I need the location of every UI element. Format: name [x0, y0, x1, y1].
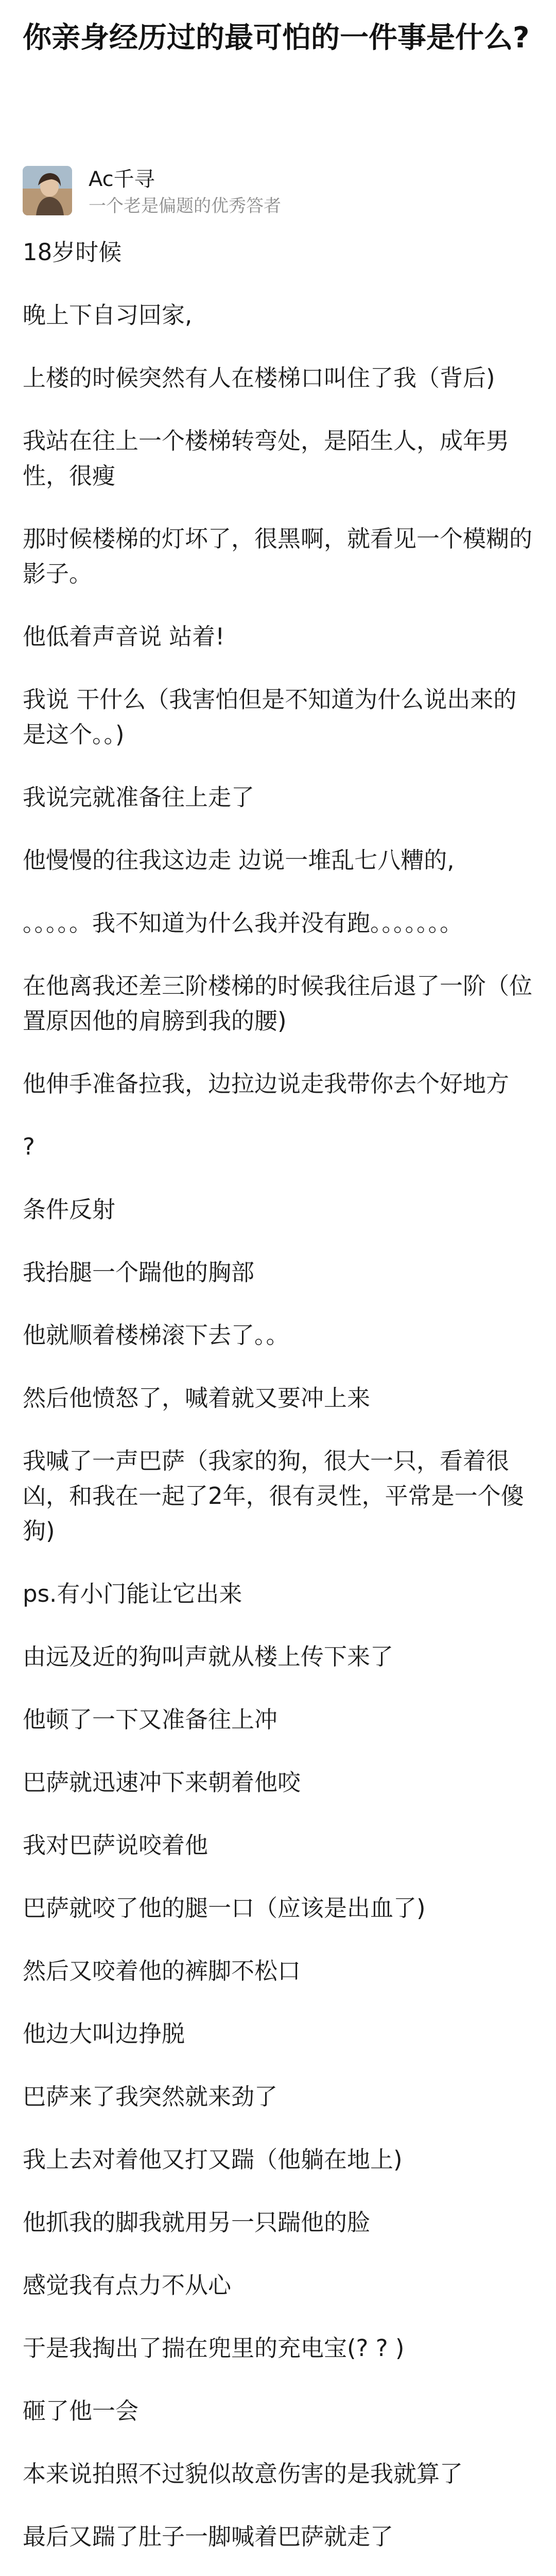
question-title[interactable]: 你亲身经历过的最可怕的一件事是什么?: [23, 21, 530, 55]
answer-paragraph: 晚上下自习回家,: [23, 301, 193, 329]
answer-paragraph: 他顿了一下又准备往上冲: [23, 1706, 278, 1733]
answer-paragraph: ps.有小门能让它出来: [23, 1580, 242, 1607]
answer-paragraph: 条件反射: [23, 1196, 116, 1223]
author-name[interactable]: Ac千寻: [89, 167, 155, 191]
avatar[interactable]: [23, 166, 72, 215]
answer-paragraph: 在他离我还差三阶楼梯的时候我往后退了一阶（位置原因他的肩膀到我的腰): [23, 972, 533, 1035]
answer-paragraph: 18岁时候: [23, 239, 122, 266]
author-bio: 一个老是偏题的优秀答者: [89, 196, 281, 216]
answer-paragraph: 他低着声音说 站着!: [23, 623, 225, 650]
answer-paragraph: 我说完就准备往上走了: [23, 784, 255, 811]
answer-paragraph: 我站在往上一个楼梯转弯处，是陌生人，成年男性，很瘦: [23, 427, 510, 489]
answer-paragraph: 他伸手准备拉我，边拉边说走我带你去个好地方: [23, 1070, 510, 1097]
answer-paragraph: 感觉我有点力不从心: [23, 2272, 232, 2299]
answer-paragraph: 最后又踹了肚子一脚喊着巴萨就走了: [23, 2523, 394, 2550]
answer-paragraph: 本来说拍照不过貌似故意伤害的是我就算了: [23, 2460, 463, 2487]
answer-paragraph: 。。。。。我不知道为什么我并没有跑。。。。。。。: [23, 909, 463, 937]
answer-paragraph: 我对巴萨说咬着他: [23, 1832, 208, 1859]
answer-body: [23, 235, 535, 2576]
answer-paragraph: ?: [23, 1133, 35, 1160]
answer-paragraph: 巴萨就咬了他的腿一口（应该是出血了): [23, 1894, 426, 1922]
answer-paragraph: 巴萨就迅速冲下来朝着他咬: [23, 1769, 301, 1796]
answer-paragraph: 砸了他一会: [23, 2397, 139, 2425]
answer-paragraph: 由远及近的狗叫声就从楼上传下来了: [23, 1643, 394, 1670]
answer-paragraph: 于是我掏出了揣在兜里的充电宝(? ? ): [23, 2334, 405, 2362]
answer-paragraph: 然后他愤怒了，喊着就又要冲上来: [23, 1384, 371, 1412]
answer-paragraph: 然后又咬着他的裤脚不松口: [23, 1957, 301, 1985]
answer-paragraph: 他边大叫边挣脱: [23, 2020, 185, 2047]
answer-paragraph: 我说 干什么（我害怕但是不知道为什么说出来的是这个。。): [23, 686, 517, 748]
answer-paragraph: 我上去对着他又打又踹（他躺在地上): [23, 2146, 403, 2173]
answer-paragraph: 我抬腿一个踹他的胸部: [23, 1259, 255, 1286]
answer-paragraph: 我喊了一声巴萨（我家的狗，很大一只，看着很凶，和我在一起了2年，很有灵性，平常是一个傻狗): [23, 1447, 524, 1545]
answer-paragraph: 上楼的时候突然有人在楼梯口叫住了我（背后): [23, 364, 495, 392]
answer-paragraph: 那时候楼梯的灯坏了，很黑啊，就看见一个模糊的影子。: [23, 525, 533, 587]
answer-paragraph: 他慢慢的往我这边走 边说一堆乱七八糟的,: [23, 846, 455, 874]
answer-paragraph: 巴萨来了我突然就来劲了: [23, 2083, 278, 2110]
avatar-photo-icon: [23, 166, 72, 215]
answer-paragraph: 他就顺着楼梯滚下去了。。: [23, 1321, 289, 1349]
answer-paragraph: 他抓我的脚我就用另一只踹他的脸: [23, 2209, 371, 2236]
author-info[interactable]: [23, 164, 532, 222]
